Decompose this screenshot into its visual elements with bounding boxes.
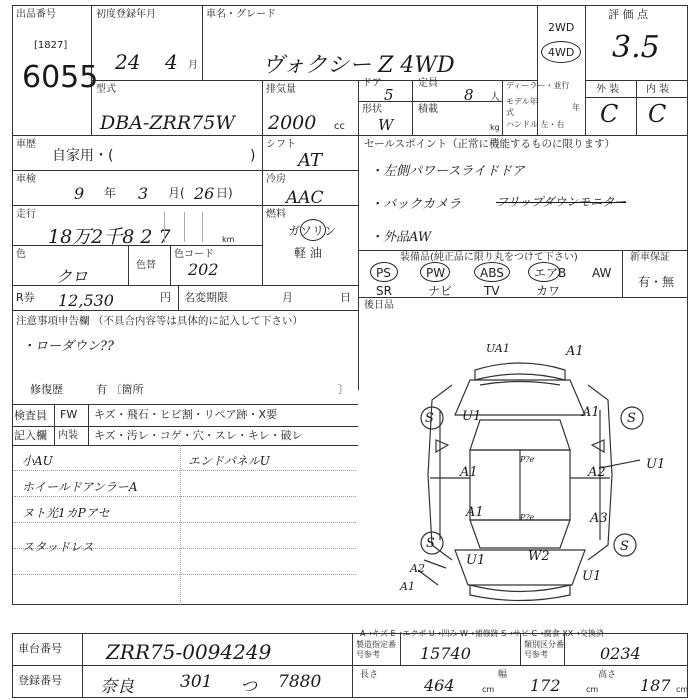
displacement-unit: cc xyxy=(334,121,345,132)
spec-weight-value: 15740 xyxy=(420,644,471,663)
inspection-day: 26 xyxy=(194,184,215,203)
grade-score: 3.5 xyxy=(612,30,660,65)
reg-date-label: 初度登録年月 xyxy=(96,9,156,20)
fuel-label: 燃料 xyxy=(266,209,286,220)
mileage-label: 走行 xyxy=(16,209,36,220)
equip-sr: SR xyxy=(376,284,392,298)
chassis-value: ZRR75-0094249 xyxy=(106,640,272,664)
equip-pw-circle xyxy=(420,262,450,282)
int-label: 内 装 xyxy=(646,84,670,95)
regno-area: 奈良 xyxy=(100,677,134,697)
diag-ua1: UA1 xyxy=(486,342,510,355)
recycle-label: R券 xyxy=(16,291,35,304)
load-unit: kg xyxy=(490,123,500,132)
lot-sub: [1827] xyxy=(34,40,68,51)
color-code: 202 xyxy=(188,260,219,279)
diag-w2: W2 xyxy=(528,549,550,564)
inspection-month: 3 xyxy=(138,184,149,203)
fw-text: キズ・飛石・ヒビ割・リペア跡・X要 xyxy=(94,408,278,421)
equip-pw: PW xyxy=(426,266,446,280)
remark-right-1: エンドパネルU xyxy=(188,454,270,468)
use-label: 車歴 xyxy=(16,139,36,150)
fw-label: FW xyxy=(60,408,78,421)
model-label: 型式 xyxy=(96,84,116,95)
spec-type-value: 0234 xyxy=(600,644,641,663)
width-unit: cm xyxy=(586,685,599,694)
diag-pce1: P?e xyxy=(520,455,535,464)
drive-2wd: 2WD xyxy=(548,21,575,34)
diag-a1-top: A1 xyxy=(566,344,584,359)
diag-a2-mr: A2 xyxy=(588,465,606,480)
car-name: ヴォクシー Z 4WD xyxy=(262,53,455,78)
interior-label: 内装 xyxy=(58,430,78,441)
diag-s-fl: S xyxy=(425,411,434,426)
selling-label: セールスポイント（正常に機能するものに限ります） xyxy=(364,138,616,150)
equip-leather: カワ xyxy=(536,284,561,298)
lot-number: 6055 xyxy=(22,60,99,95)
equip-abs: ABS xyxy=(480,266,504,280)
length-unit: cm xyxy=(482,685,495,694)
equip-ps-circle xyxy=(370,262,398,282)
regno-num2: 7880 xyxy=(278,672,322,692)
diag-a1-rl: A1 xyxy=(466,505,484,520)
diag-a3-rr: A3 xyxy=(590,511,608,526)
chassis-label: 車台番号 xyxy=(18,642,62,655)
mileage-value: 18万2千8 2 7 xyxy=(48,226,171,248)
selling-struck: フリップダウンモニター xyxy=(496,195,627,209)
equip-airbag: エアB xyxy=(534,266,567,280)
shape-value: W xyxy=(378,116,394,134)
grade-label: 評 価 点 xyxy=(608,8,648,21)
regno-kana: つ xyxy=(240,677,257,697)
color-code-label: 色コード xyxy=(174,249,214,260)
selling-3: ・外品AW xyxy=(370,230,432,245)
color-value: クロ xyxy=(56,267,89,286)
equip-airbag-circle xyxy=(528,262,560,282)
width-value: 172 xyxy=(530,676,561,695)
diag-a1-fr: A1 xyxy=(582,405,600,420)
capacity-label: 定員 xyxy=(418,78,438,89)
remark-2: ホイールドアンラーA xyxy=(22,480,138,494)
capacity-value: 8 xyxy=(464,86,474,104)
ext-grade: C xyxy=(600,100,619,128)
damage-legend: A→キズ E→エクボ U→凹み W→補修跡 S→サビ C→腐食 XX→交換済 xyxy=(360,629,604,638)
reg-month: 4 xyxy=(165,50,178,74)
shift-value: AT xyxy=(298,150,323,171)
door-value: 5 xyxy=(384,86,394,104)
equip-ps: PS xyxy=(376,266,391,280)
reg-year: 24 xyxy=(115,50,141,74)
name-change-day: 日 xyxy=(340,291,351,304)
spec-type-label: 類別区分番号参考 xyxy=(524,640,564,659)
inspection-year-text: 年 xyxy=(104,186,117,200)
height-label: 高さ xyxy=(598,670,617,680)
ac-label: 冷房 xyxy=(266,174,286,185)
interior-text: キズ・汚レ・コゲ・穴・スレ・キレ・破レ xyxy=(94,429,303,442)
color-label: 色 xyxy=(16,249,26,260)
diag-a1-rear: A1 xyxy=(400,580,415,593)
ext-label: 外 装 xyxy=(596,84,620,95)
spec-weight-label: 製造指定番号参考 xyxy=(356,640,396,659)
regno-label: 登録番号 xyxy=(18,674,62,687)
selling-2: ・バックカメラ xyxy=(370,197,462,212)
remark-3: ヌト光1カPアセ xyxy=(22,506,110,520)
fuel-diesel: 軽 油 xyxy=(294,246,322,260)
model-value: DBA-ZRR75W xyxy=(100,112,235,134)
name-change-month: 月 xyxy=(282,291,293,304)
diag-a2-rear: A2 xyxy=(410,562,425,575)
use-close: ) xyxy=(250,148,256,164)
recycle-unit: 円 xyxy=(160,291,171,304)
equip-tv: TV xyxy=(484,284,500,298)
diag-a1-ml: A1 xyxy=(460,465,478,480)
fuel-circle xyxy=(300,219,326,241)
notes-value: ・ローダウン?? xyxy=(22,339,114,354)
model-year-unit: 年 xyxy=(572,103,580,112)
diag-u1-mr: U1 xyxy=(646,457,666,472)
repair-value: 有 〔箇所 xyxy=(96,383,144,396)
after-label: 後日品 xyxy=(364,300,394,311)
model-year-label: モデル年式 xyxy=(506,97,538,117)
inspection-month-text: 月( xyxy=(168,186,185,200)
equip-label: 装備品(純正品に限り丸をつけて下さい) xyxy=(400,252,578,263)
length-label: 長さ xyxy=(360,670,379,680)
shape-label: 形状 xyxy=(362,104,382,115)
width-label: 幅 xyxy=(498,670,508,680)
inspector-label2: 記入欄 xyxy=(14,429,47,442)
inspection-year: 9 xyxy=(74,184,85,203)
repair-close: 〕 xyxy=(338,383,349,396)
use-value: 自家用・( xyxy=(52,148,114,164)
diag-s-rr: S xyxy=(620,539,629,554)
displacement-value: 2000 xyxy=(268,112,317,134)
warranty-value: 有・無 xyxy=(638,275,675,289)
inspection-label: 車検 xyxy=(16,174,36,185)
handle-label: ハンドル 左・右 xyxy=(506,120,565,129)
tone-label: 色替 xyxy=(136,260,156,271)
drive-4wd: 4WD xyxy=(548,46,575,59)
dealer-label: ディーラー・並行 xyxy=(506,81,570,90)
repair-label: 修復歴 xyxy=(30,383,63,396)
notes-label: 注意事項申告欄 （不具合内容等は具体的に記入して下さい） xyxy=(16,315,303,327)
diag-s-rl: S xyxy=(426,536,435,551)
load-label: 積載 xyxy=(418,104,438,115)
remark-4: スタッドレス xyxy=(22,540,94,554)
inspection-day-text: 日) xyxy=(216,186,233,200)
equip-aw: AW xyxy=(592,266,612,280)
diag-pce2: P?e xyxy=(520,513,535,522)
reg-month-unit: 月 xyxy=(188,60,198,71)
drive-circle xyxy=(541,41,581,63)
remark-1: 小AU xyxy=(22,454,53,468)
displacement-label: 排気量 xyxy=(266,84,296,95)
fuel-gasoline: ガソリン xyxy=(288,224,337,238)
recycle-value: 12,530 xyxy=(58,291,114,310)
warranty-label: 新車保証 xyxy=(630,252,670,263)
name-change-label: 名変期限 xyxy=(184,291,228,304)
height-unit: cm xyxy=(676,685,689,694)
length-value: 464 xyxy=(424,676,455,695)
capacity-unit: 人 xyxy=(490,92,500,103)
door-label: ドア xyxy=(362,78,382,89)
diag-u1-fl: U1 xyxy=(462,409,482,424)
lot-label: 出品番号 xyxy=(16,9,56,20)
ac-value: AAC xyxy=(286,188,324,208)
car-name-label: 車名・グレード xyxy=(206,9,276,20)
int-grade: C xyxy=(648,100,667,128)
inspector-label: 検査員 xyxy=(14,409,47,422)
mileage-unit: km xyxy=(222,235,235,244)
shift-label: シフト xyxy=(266,139,296,150)
equip-abs-circle xyxy=(474,262,510,282)
regno-num1: 301 xyxy=(180,672,213,692)
selling-1: ・左側パワースライドドア xyxy=(370,164,525,179)
diag-s-fr: S xyxy=(627,411,636,426)
diag-u1-rr: U1 xyxy=(582,569,602,584)
diag-u1-rl: U1 xyxy=(466,553,486,568)
equip-navi: ナビ xyxy=(428,284,453,298)
height-value: 187 xyxy=(640,676,671,695)
